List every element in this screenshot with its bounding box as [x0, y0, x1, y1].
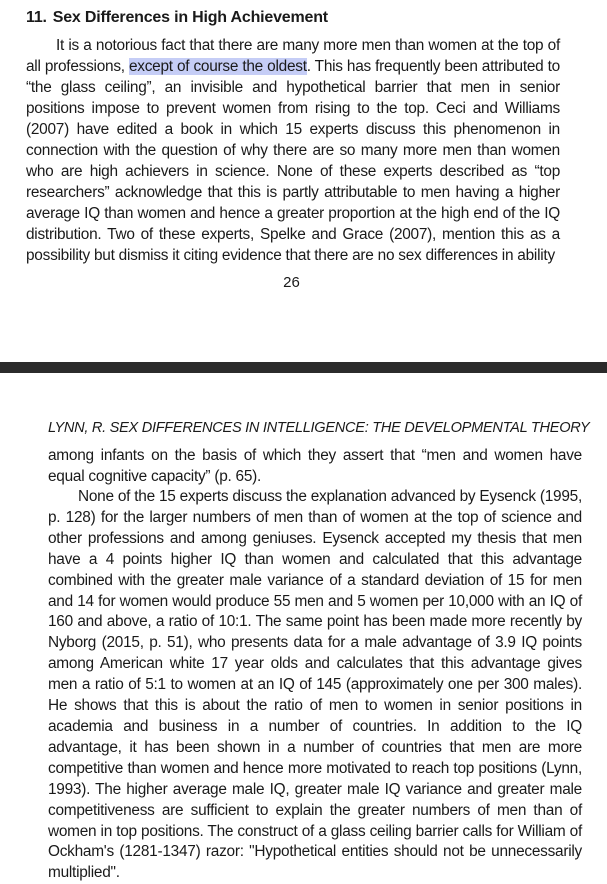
running-header: LYNN, R. SEX DIFFERENCES IN INTELLIGENCE: THE DEVELOPMENTAL THEORY — [48, 420, 590, 436]
section-heading — [26, 9, 328, 27]
body-paragraph[interactable] — [26, 35, 560, 267]
paragraph-text[interactable]: None of the 15 experts discuss the explanation advanced by Eysenck (1995, p. 128) for the larger numbers of men than of women at the top of science and other professions and among geniuses. Eysenck accepted my thesis that men have a 4 points higher IQ than women and calculated that this advantage combined with the greater male variance of a standard deviation of 15 for men and 14 for women would produce 55 men and 5 women per 10,000 with an IQ of 160 and above, a ratio of 10:1. The same point has been made more recently by Nyborg (2015, p. 51), who presents data for a male advantage of 3.9 IQ points among American white 17 year olds and calculates that this advantage gives men a ratio of 5:1 to women at an IQ of 145 (approximately one per 300 males). He shows that this is about the ratio of men to women in senior positions in academia and business in a number of countries. In addition to the IQ advantage, it has been shown in a number of countries that men are more competitive than women and hence more motivated to reach top positions (Lynn, 1993). The higher average male IQ, greater male IQ variance and greater male competitiveness are sufficient to explain the greater numbers of men than of women in top positions. The construct of a glass ceiling barrier calls for William of Ockham's (1281-1347) razor: "Hypothetical entities should not be unnecessarily multiplied". — [48, 488, 582, 882]
bottom-page — [0, 373, 607, 882]
section-number: 11. — [26, 9, 47, 26]
paragraph-text-rest[interactable]: . This has frequently been attributed to “the glass ceiling”, an invisible and hypothetical barrier that men in senior positions impose to prevent women from rising to the top. Ceci and Williams (2007) have edited a book in which 15 experts discuss this phenomenon in connection with the question of why there are so many more men than women who are high achievers in science. None of these experts described as “top researchers” acknowledge that this is partly attributable to men having a higher average IQ than women and hence a greater proportion at the high end of the IQ distribution. Two of these experts, Spelke and Grace (2007), mention this as a possibility but dismiss it citing evidence that there are no sex differences in ability — [26, 58, 560, 265]
top-page — [0, 0, 607, 362]
page-divider — [0, 362, 607, 373]
body-paragraph-eysenck[interactable] — [48, 487, 582, 884]
section-title: Sex Differences in High Achievement — [52, 9, 328, 26]
paragraph-text-start[interactable]: It is a notorious fact that there are many more men than women at the top of all professions, — [26, 37, 560, 76]
page-number: 26 — [283, 274, 300, 291]
continued-paragraph[interactable]: among infants on the basis of which they assert that “men and women have equal cognitive capacity” (p. 65). — [48, 447, 582, 485]
selected-text-highlight[interactable]: except of course the oldest — [128, 58, 307, 76]
